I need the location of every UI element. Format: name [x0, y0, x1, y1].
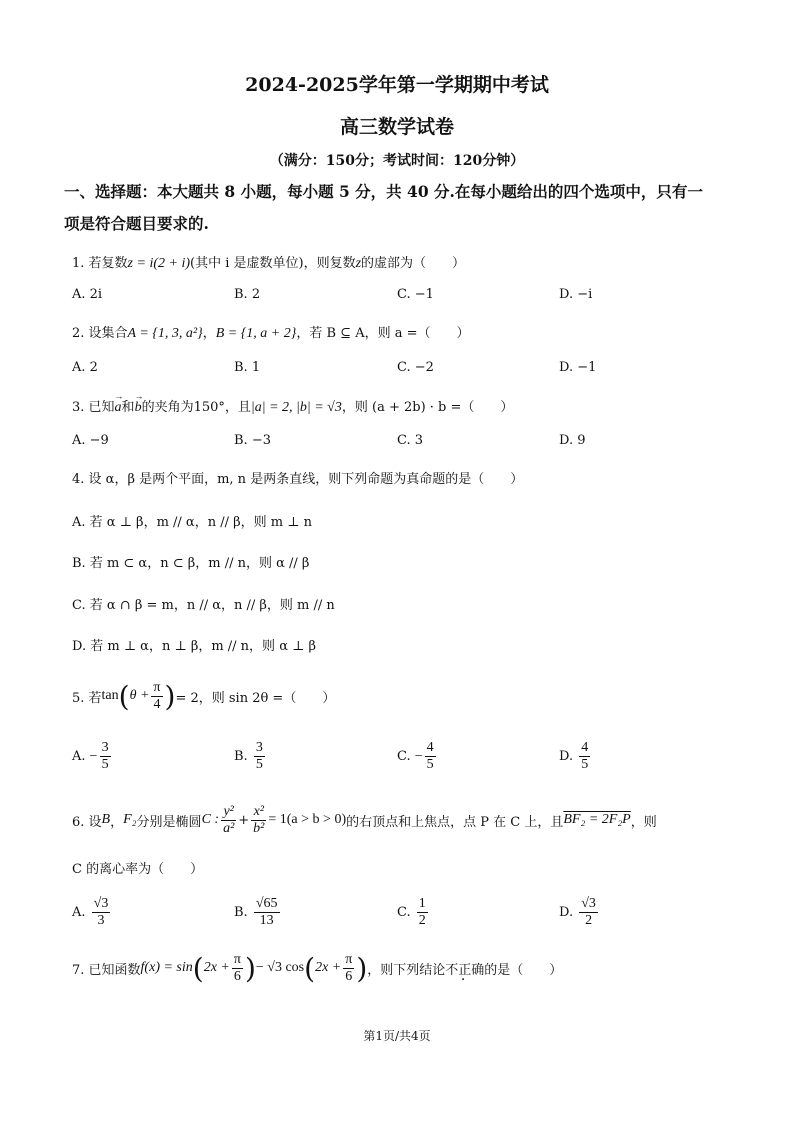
q5-option-a[interactable] [72, 740, 113, 773]
q5-option-b[interactable] [234, 740, 267, 773]
q6-d-frac [579, 896, 598, 929]
q5-a-sign: − [89, 748, 98, 764]
q2-prefix: 2. 设集合 [72, 326, 128, 341]
q6-a-label: A. [72, 905, 86, 920]
q6-b-num: √65 [255, 896, 278, 911]
q2-cond: ，若 B ⊆ A，则 a =（ ） [296, 326, 470, 341]
q1-expr: z = i(2 + i) [127, 256, 190, 271]
q6-c-label: C. [397, 905, 411, 920]
q5-c-den: 5 [426, 757, 434, 772]
q1-var: z [355, 256, 362, 271]
q1-suffix: 的虚部为（ ） [361, 256, 466, 271]
q7-inner2: 2x + [315, 960, 342, 975]
q6-f2: F₂ [123, 812, 137, 827]
q2-sep: ， [202, 326, 216, 341]
q7-pi-over-6-b [343, 952, 354, 985]
question-3-stem [72, 396, 513, 416]
q5-prefix: 5. 若 [72, 690, 102, 706]
q6-option-d[interactable] [559, 896, 600, 929]
q5-b-num: 3 [255, 740, 263, 755]
q5-left-paren: ( [118, 679, 130, 713]
q5-a-label: A. [72, 749, 86, 764]
q4-option-c[interactable]: C. 若 α ∩ β = m，n // α，n // β，则 m // n [72, 598, 335, 613]
q5-a-den: 5 [101, 757, 109, 772]
q5-c-sign: − [414, 748, 423, 764]
q2-option-c[interactable]: C. −2 [397, 360, 434, 375]
q3-ask: ，则 (a + 2b) · b =（ ） [341, 400, 514, 415]
q5-d-num: 4 [581, 740, 589, 755]
q6-d-label: D. [559, 905, 574, 920]
q7-six-a: 6 [233, 968, 241, 984]
q7-inner1: 2x + [203, 960, 230, 975]
q6-c-num: 1 [418, 896, 426, 911]
q6-d-num: √3 [581, 896, 596, 911]
q5-b-frac [254, 740, 265, 773]
q6-vector-eq: BF₂ = 2F₂P [563, 812, 631, 827]
q7-six-b: 6 [345, 968, 353, 984]
q7-mid: − √3 cos [255, 960, 305, 975]
q5-pi-over-4 [151, 680, 162, 713]
exam-subtitle: 高三数学试卷 [339, 116, 454, 138]
q1-mid: (其中 i 是虚数单位)，则复数 [190, 256, 356, 271]
q6-a2: a² [223, 820, 235, 836]
q6-b: B [101, 812, 111, 827]
section-heading [64, 176, 724, 240]
q5-theta: θ + [129, 688, 150, 703]
q7-pi-a: π [233, 951, 241, 967]
q3-option-c[interactable]: C. 3 [397, 433, 424, 448]
q1-option-d[interactable]: D. −i [559, 287, 593, 302]
q5-d-frac [579, 740, 590, 773]
q3-and: 和 [121, 400, 135, 415]
q3-cond: |a| = 2, |b| = √3 [250, 400, 342, 415]
q2-set-b: B = {1, a + 2} [215, 326, 297, 341]
q3-vec-b: → b [135, 400, 142, 415]
section-heading-line2: 项是符合题目要求的. [64, 214, 209, 233]
q7-prefix: 7. 已知函数 [72, 962, 141, 978]
exam-note: （满分：150分；考试时间：120分钟） [269, 153, 525, 169]
q7-pi-over-6-a [232, 952, 243, 985]
q5-b-den: 5 [255, 757, 263, 772]
q6-end: ，则 [630, 814, 657, 830]
q5-d-den: 5 [581, 757, 589, 772]
q7-paren-open-2: ( [304, 951, 316, 985]
q5-option-d[interactable] [559, 740, 592, 773]
q4-option-b[interactable]: B. 若 m ⊂ α，n ⊂ β，m // n，则 α // β [72, 556, 310, 571]
q6-x-frac [251, 804, 266, 837]
q7-paren-close-2: ) [356, 951, 368, 985]
question-5-stem [72, 676, 335, 716]
q6-y-frac [221, 804, 236, 837]
q3-option-d[interactable]: D. 9 [559, 433, 586, 448]
q6-prefix: 6. 设 [72, 814, 102, 830]
q1-option-a[interactable]: A. 2i [72, 287, 103, 302]
q6-y2: y² [221, 804, 236, 821]
q3-option-a[interactable]: A. −9 [72, 433, 109, 448]
q7-f: f(x) = sin [140, 960, 193, 975]
q6-d-den: 2 [585, 913, 593, 928]
q5-b-label: B. [234, 749, 248, 764]
q3-mid: 的夹角为150°，且 [141, 400, 251, 415]
q6-mid2: 的右顶点和上焦点，点 P 在 C 上，且 [346, 814, 564, 830]
q6-mid1: 分别是椭圆 [136, 814, 202, 830]
question-6-stem-line2: C 的离心率为（ ） [72, 862, 204, 877]
q6-a-num: √3 [93, 896, 109, 911]
q2-option-a[interactable]: A. 2 [72, 360, 98, 375]
q5-four: 4 [153, 696, 161, 712]
q5-c-label: C. [397, 749, 411, 764]
q3-option-b[interactable]: B. −3 [234, 433, 271, 448]
q7-paren-close-1: ) [244, 951, 256, 985]
q3-vec-a: → a [115, 400, 122, 415]
q7-end: ，则下列结论 [367, 962, 446, 978]
q7-emphasis: 不正确 · [445, 959, 484, 978]
q6-b-den: 13 [259, 913, 274, 928]
q6-c-den: 2 [418, 913, 426, 928]
q1-option-c[interactable]: C. −1 [397, 287, 434, 302]
q5-c-num: 4 [426, 740, 434, 755]
q6-a-frac [92, 896, 111, 929]
q3-prefix: 3. 已知 [72, 400, 115, 415]
q6-a-den: 3 [97, 913, 105, 928]
q5-tan: tan [101, 688, 119, 703]
q5-right-paren: ) [164, 679, 176, 713]
q5-c-frac [425, 740, 436, 773]
question-2-stem [72, 322, 470, 342]
section-heading-line1: 一、选择题：本大题共 8 小题，每小题 5 分，共 40 分.在每小题给出的四个选项中，只有一 [64, 182, 703, 201]
q1-option-b[interactable]: B. 2 [234, 287, 261, 302]
q5-d-label: D. [559, 749, 574, 764]
q7-paren-open-1: ( [192, 951, 204, 985]
q6-option-b[interactable] [234, 896, 282, 929]
q7-pi-b: π [345, 951, 353, 967]
q5-a-frac [100, 740, 111, 773]
q6-c: C : [201, 812, 220, 827]
q2-option-b[interactable]: B. 1 [234, 360, 261, 375]
q4-option-a[interactable]: A. 若 α ⊥ β，m // α，n // β，则 m ⊥ n [72, 515, 312, 530]
q6-b-label: B. [234, 905, 248, 920]
q6-b-frac [254, 896, 280, 929]
q5-rhs: = 2，则 sin 2θ =（ ） [175, 690, 336, 706]
question-6-stem: 6. 设 B ， F₂ 分别是椭圆 C : $\frac{\text{y²}}{\text{a²}}$ + $\frac{\text{x²}}{\text{b²}}$ = 1(a > b > 0) 的右顶点和上焦点，点 P 在 C 上，且 BF₂ = 2F₂P ，则 [72, 803, 657, 836]
q6-c-frac [417, 896, 428, 929]
q6-x2: x² [251, 804, 266, 821]
q1-prefix: 1. 若复数 [72, 256, 128, 271]
q6-option-c[interactable] [397, 896, 430, 929]
q6-option-a[interactable] [72, 896, 112, 929]
q2-set-a: A = {1, 3, a²} [127, 326, 203, 341]
q2-option-d[interactable]: D. −1 [559, 360, 597, 375]
question-4-stem: 4. 设 α，β 是两个平面，m, n 是两条直线，则下列命题为真命题的是（ ） [72, 472, 524, 487]
q4-option-d[interactable]: D. 若 m ⊥ α，n ⊥ β，m // n，则 α ⊥ β [72, 639, 316, 654]
question-7-stem [72, 948, 562, 988]
exam-title: 2024-2025学年第一学期期中考试 [245, 74, 549, 96]
q6-b2: b² [253, 820, 265, 836]
q6-eq: = 1(a > b > 0) [268, 812, 347, 827]
page-number: 第1页/共4页 [363, 1029, 431, 1043]
q5-option-c[interactable] [397, 740, 438, 773]
q7-tail: 的是（ ） [484, 962, 563, 978]
question-1-stem [72, 252, 465, 272]
q5-a-num: 3 [101, 740, 109, 755]
q5-pi: π [153, 679, 161, 695]
